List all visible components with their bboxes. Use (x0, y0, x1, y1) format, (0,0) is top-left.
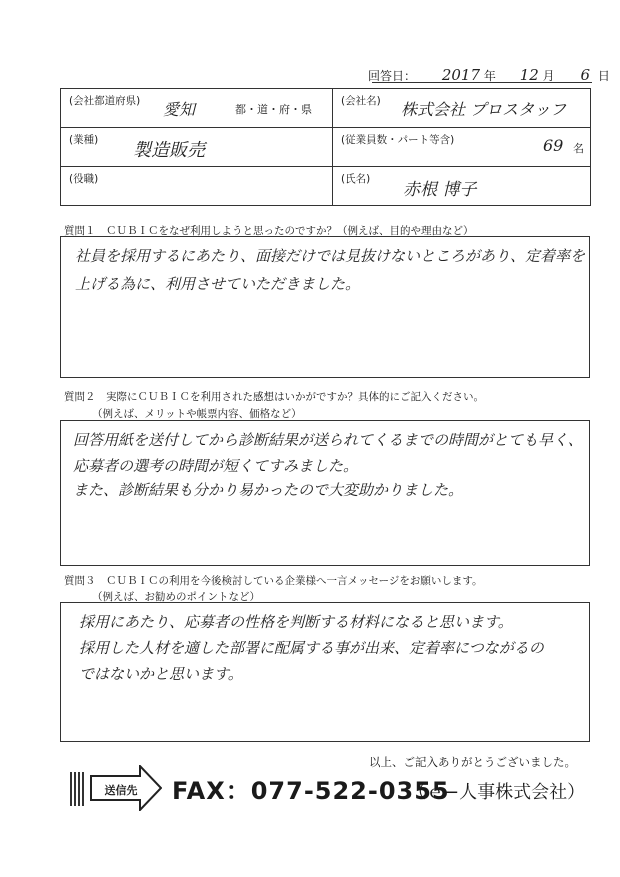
q3-answer-box[interactable] (60, 602, 590, 742)
q1-answer-line: 社員を採用するにあたり、面接だけでは見抜けないところがあり、定着率を (75, 247, 586, 265)
q3-subheading: （例えば、お勧めのポイントなど） (92, 591, 260, 603)
q1-answer-line: 上げる為に、利用させていただきました。 (75, 275, 361, 293)
answer-year-unit: 年 (483, 69, 496, 83)
answer-date-label: 回答日： (368, 69, 417, 83)
name-label: (氏名) (341, 173, 371, 185)
q3-heading: 質問３ ＣＵＢＩＣの利用を今後検討している企業様へ一言メッセージをお願いします。 (64, 575, 483, 587)
fax-stripes-decoration (70, 772, 84, 806)
q3-answer-line: 採用にあたり、応募者の性格を判断する材料になると思います。 (79, 613, 513, 631)
q2-answer-line: 応募者の選考の時間が短くてすみました。 (73, 457, 359, 475)
industry-label: (業種) (69, 134, 99, 146)
employees-value: 69 (543, 136, 564, 155)
company-label: (会社名) (341, 95, 381, 107)
employees-cell[interactable] (333, 128, 591, 167)
q2-answer-line: 回答用紙を送付してから診断結果が送られてくるまでの時間がとても早く、 (73, 431, 583, 449)
info-table (60, 88, 591, 206)
fax-company: （ｅ−人事株式会社） (408, 782, 586, 803)
employees-unit: 名 (573, 142, 584, 155)
prefecture-suffix: 都・道・府・県 (235, 103, 312, 116)
industry-value: 製造販売 (133, 140, 205, 161)
prefecture-label: (会社都道府県) (69, 95, 141, 107)
closing-message: 以上、ご記入ありがとうございました。 (369, 755, 576, 769)
q1-answer-box[interactable] (60, 236, 590, 378)
role-cell[interactable] (61, 167, 333, 206)
answer-day-unit: 日 (597, 69, 610, 83)
q3-answer-line: ではないかと思います。 (79, 665, 243, 683)
answer-day: 6 (580, 66, 591, 84)
employees-label: (従業員数・パート等含) (341, 134, 455, 146)
answer-year: 2017 (441, 66, 481, 84)
prefecture-cell[interactable] (61, 89, 333, 128)
fax-number: FAX：077-522-0355 (172, 777, 450, 805)
q2-subheading: （例えば、メリットや帳票内容、価格など） (92, 408, 302, 420)
name-value: 赤根 博子 (403, 180, 477, 200)
q2-answer-box[interactable] (60, 420, 590, 566)
q2-heading: 質問２ 実際にＣＵＢＩＣを利用された感想はいかがですか？具体的にご記入ください。 (64, 391, 484, 403)
answer-month-unit: 月 (542, 69, 555, 83)
q2-answer-line: また、診断結果も分かり易かったので大変助かりました。 (73, 481, 464, 499)
prefecture-value: 愛知 (163, 100, 196, 119)
name-cell[interactable] (333, 167, 591, 206)
answer-month: 12 (519, 66, 539, 84)
company-value: 株式会社 プロスタッフ (401, 100, 567, 119)
q3-answer-line: 採用した人材を適した部署に配属する事が出来、定着率につながるの (79, 639, 544, 657)
send-to-label: 送信先 (104, 784, 138, 797)
role-label: (役職) (69, 173, 99, 185)
q1-heading: 質問１ ＣＵＢＩＣをなぜ利用しようと思ったのですか？（例えば、目的や理由など） (64, 225, 474, 237)
company-cell[interactable] (333, 89, 591, 128)
date-underline (372, 82, 592, 83)
industry-cell[interactable] (61, 128, 333, 167)
